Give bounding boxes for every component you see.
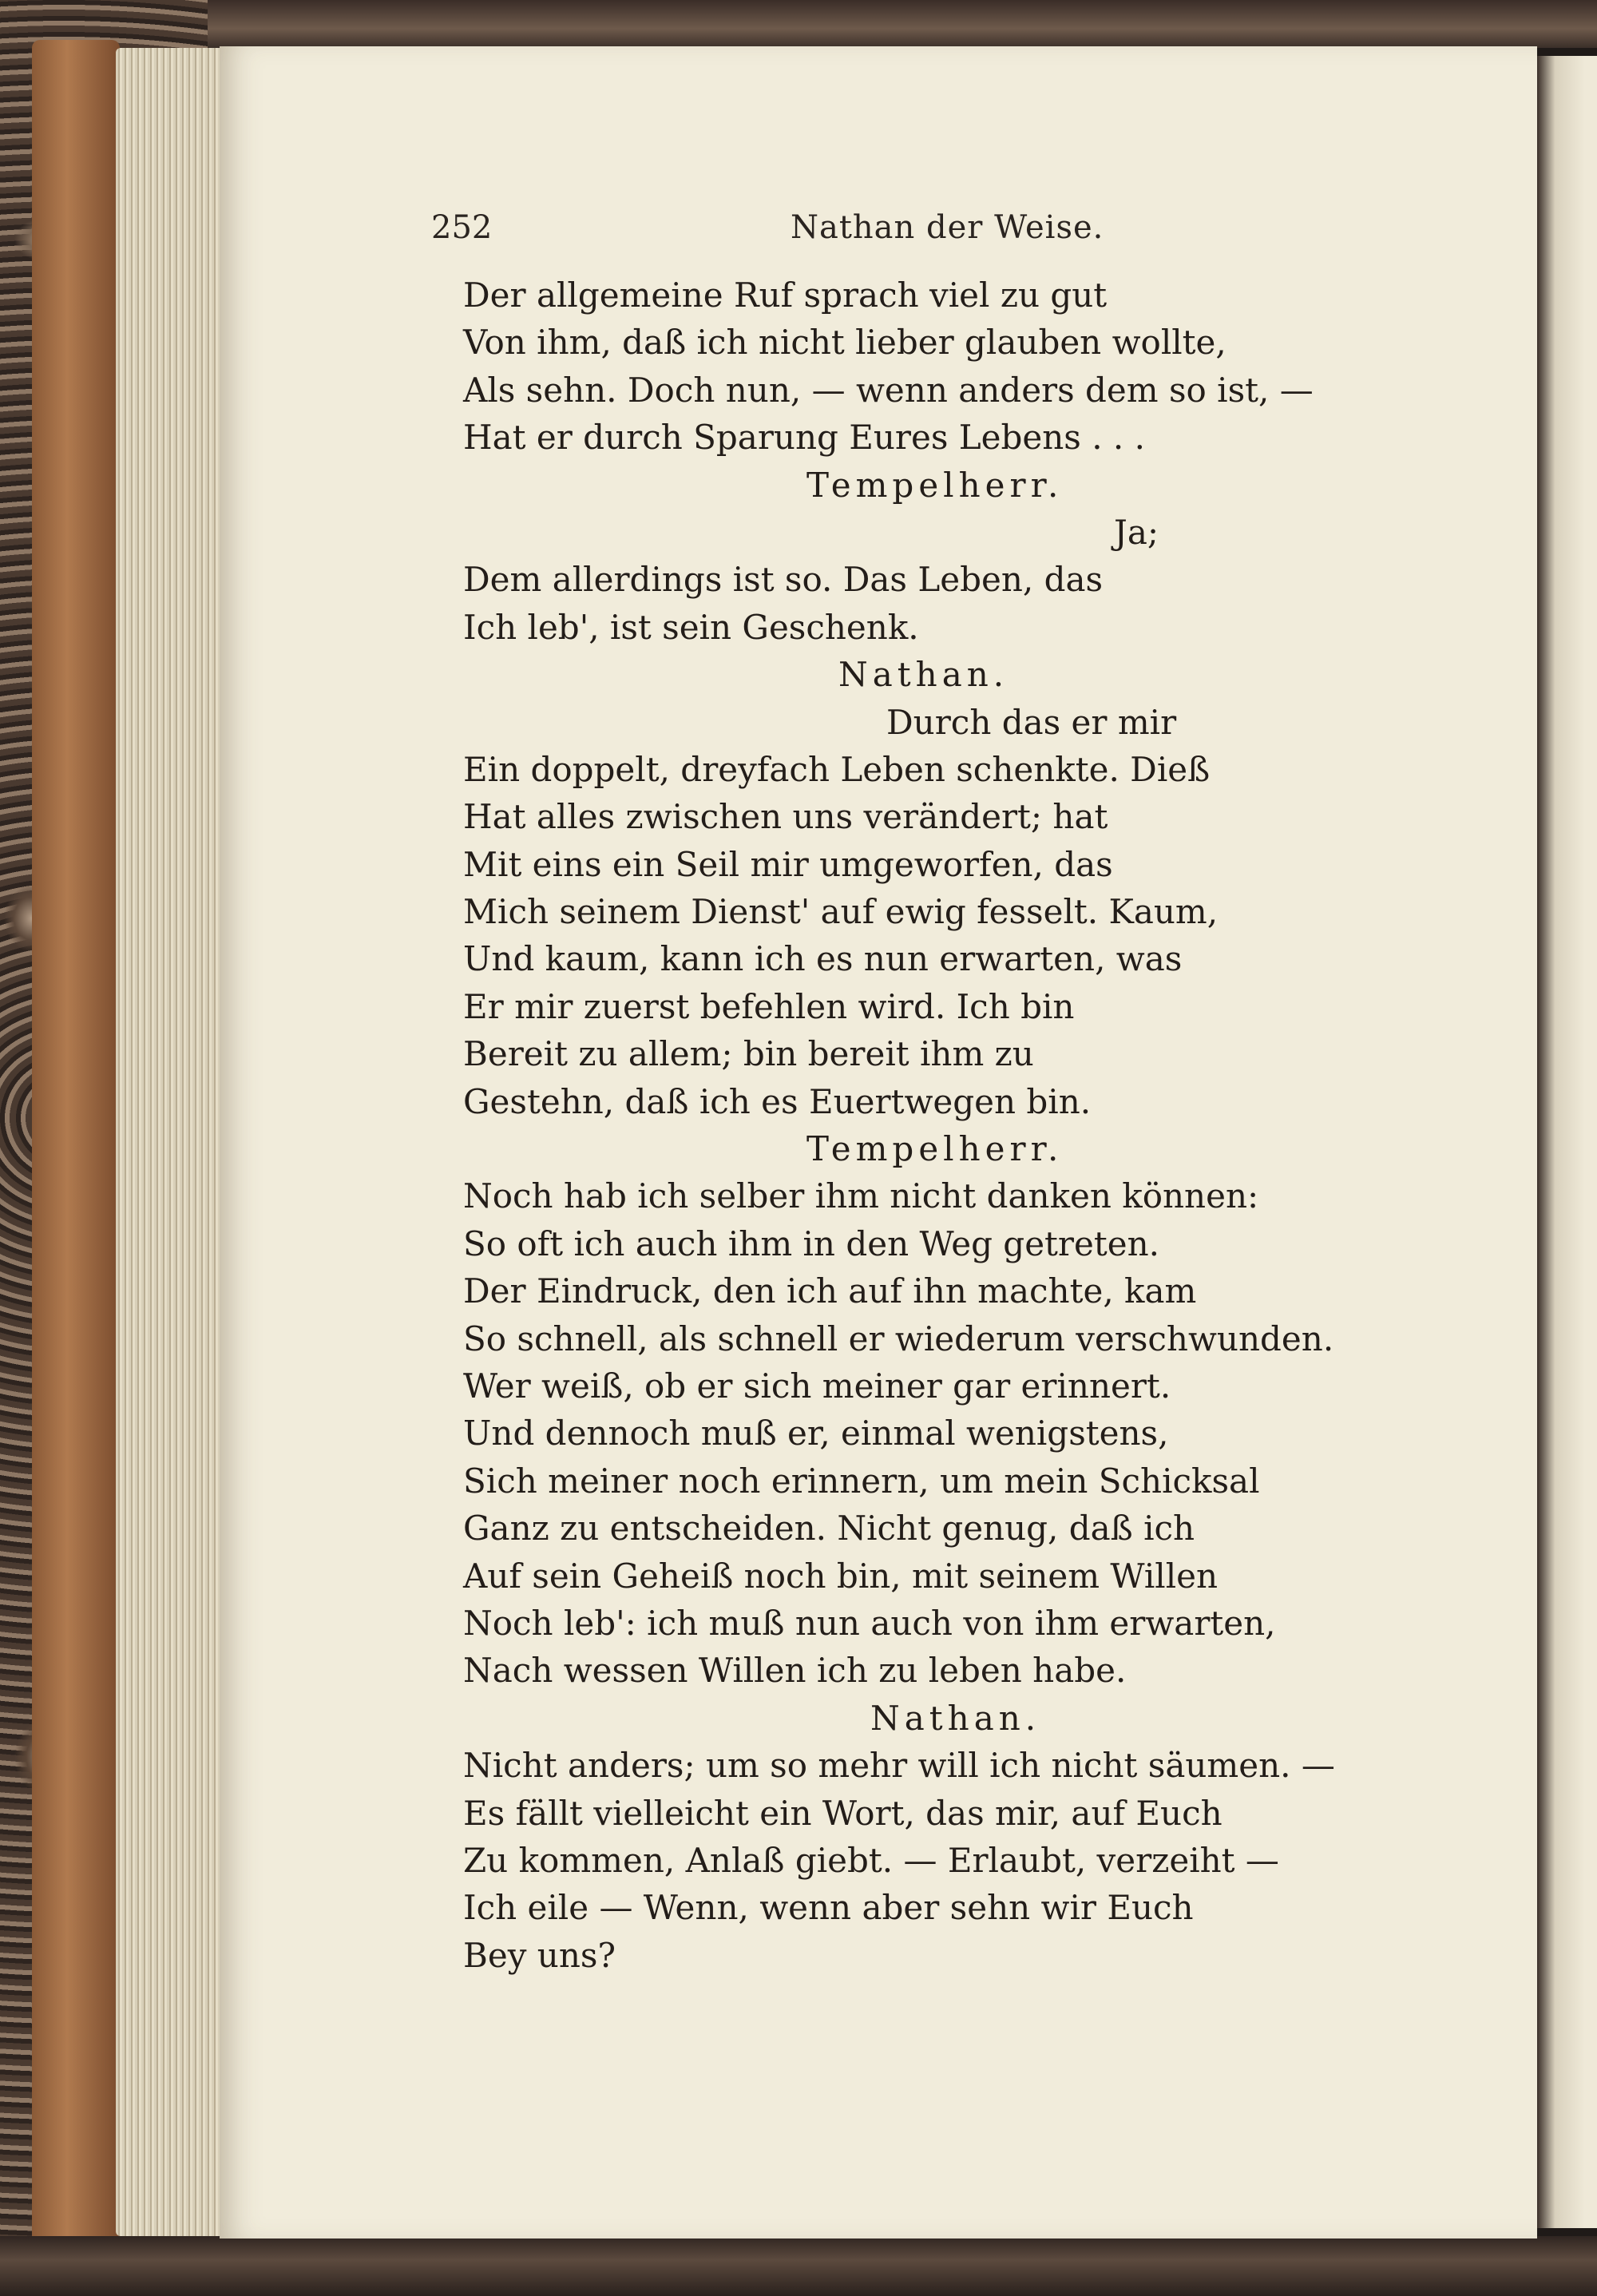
- page-number: 252: [431, 209, 493, 246]
- speaker-name: Tempelherr.: [806, 465, 1064, 505]
- verse-line: Ich eile — Wenn, wenn aber sehn wir Euch: [463, 1888, 1194, 1928]
- page-block-edges: [116, 48, 228, 2236]
- verse-line: Mit eins ein Seil mir umgeworfen, das: [463, 844, 1113, 884]
- verse-line: Dem allerdings ist so. Das Leben, das: [463, 560, 1104, 600]
- verse-line: Bereit zu allem; bin bereit ihm zu: [463, 1034, 1034, 1074]
- running-title: Nathan der Weise.: [791, 209, 1104, 246]
- verse-line: Der allgemeine Ruf sprach viel zu gut: [463, 276, 1108, 315]
- verse-line: So schnell, als schnell er wiederum verschwunden.: [463, 1319, 1334, 1358]
- verse-line: Hat alles zwischen uns verändert; hat: [463, 797, 1108, 837]
- verse-line: Nicht anders; um so mehr will ich nicht säumen. —: [463, 1746, 1335, 1786]
- facing-page-edge: [1537, 56, 1597, 2228]
- binding-top-edge: [0, 0, 1597, 48]
- verse-text: [463, 272, 1405, 1979]
- verse-line: Ganz zu entscheiden. Nicht genug, daß ich: [463, 1509, 1195, 1549]
- speaker-name: Nathan.: [838, 655, 1009, 695]
- verse-line: Wer weiß, ob er sich meiner gar erinnert.: [463, 1366, 1171, 1406]
- verse-line: Nach wessen Willen ich zu leben habe.: [463, 1651, 1127, 1691]
- verse-line: Es fällt vielleicht ein Wort, das mir, auf Euch: [463, 1793, 1223, 1833]
- verse-line: So oft ich auch ihm in den Weg getreten.: [463, 1223, 1159, 1263]
- verse-line: Als sehn. Doch nun, — wenn anders dem so ist, —: [463, 370, 1314, 410]
- verse-line: Bey uns?: [463, 1935, 616, 1975]
- speaker-name: Nathan.: [870, 1698, 1041, 1738]
- verse-line: Und dennoch muß er, einmal wenigstens,: [463, 1414, 1169, 1453]
- verse-line: Zu kommen, Anlaß giebt. — Erlaubt, verzeiht —: [463, 1840, 1279, 1880]
- verse-line: Ja;: [1114, 512, 1159, 552]
- verse-line: Sich meiner noch erinnern, um mein Schicksal: [463, 1461, 1260, 1501]
- verse-line: Ich leb', ist sein Geschenk.: [463, 607, 919, 647]
- verse-line: Hat er durch Sparung Eures Lebens . . .: [463, 418, 1145, 458]
- verse-line: Mich seinem Dienst' auf ewig fesselt. Kaum,: [463, 892, 1219, 932]
- verse-line: Auf sein Geheiß noch bin, mit seinem Willen: [463, 1556, 1219, 1596]
- verse-line: Von ihm, daß ich nicht lieber glauben wollte,: [463, 323, 1226, 363]
- leather-spine-edge: [32, 40, 120, 2244]
- verse-line: Noch hab ich selber ihm nicht danken können:: [463, 1176, 1259, 1216]
- verse-line: Noch leb': ich muß nun auch von ihm erwarten,: [463, 1603, 1276, 1643]
- speaker-name: Tempelherr.: [806, 1129, 1064, 1169]
- verse-line: Er mir zuerst befehlen wird. Ich bin: [463, 986, 1075, 1026]
- verse-line: Ein doppelt, dreyfach Leben schenkte. Dieß: [463, 749, 1211, 789]
- verse-line: Durch das er mir: [886, 702, 1177, 742]
- binding-bottom-edge: [0, 2236, 1597, 2296]
- verse-line: Gestehn, daß ich es Euertwegen bin.: [463, 1081, 1092, 1121]
- verse-line: Und kaum, kann ich es nun erwarten, was: [463, 939, 1183, 979]
- verse-line: Der Eindruck, den ich auf ihn machte, kam: [463, 1271, 1197, 1311]
